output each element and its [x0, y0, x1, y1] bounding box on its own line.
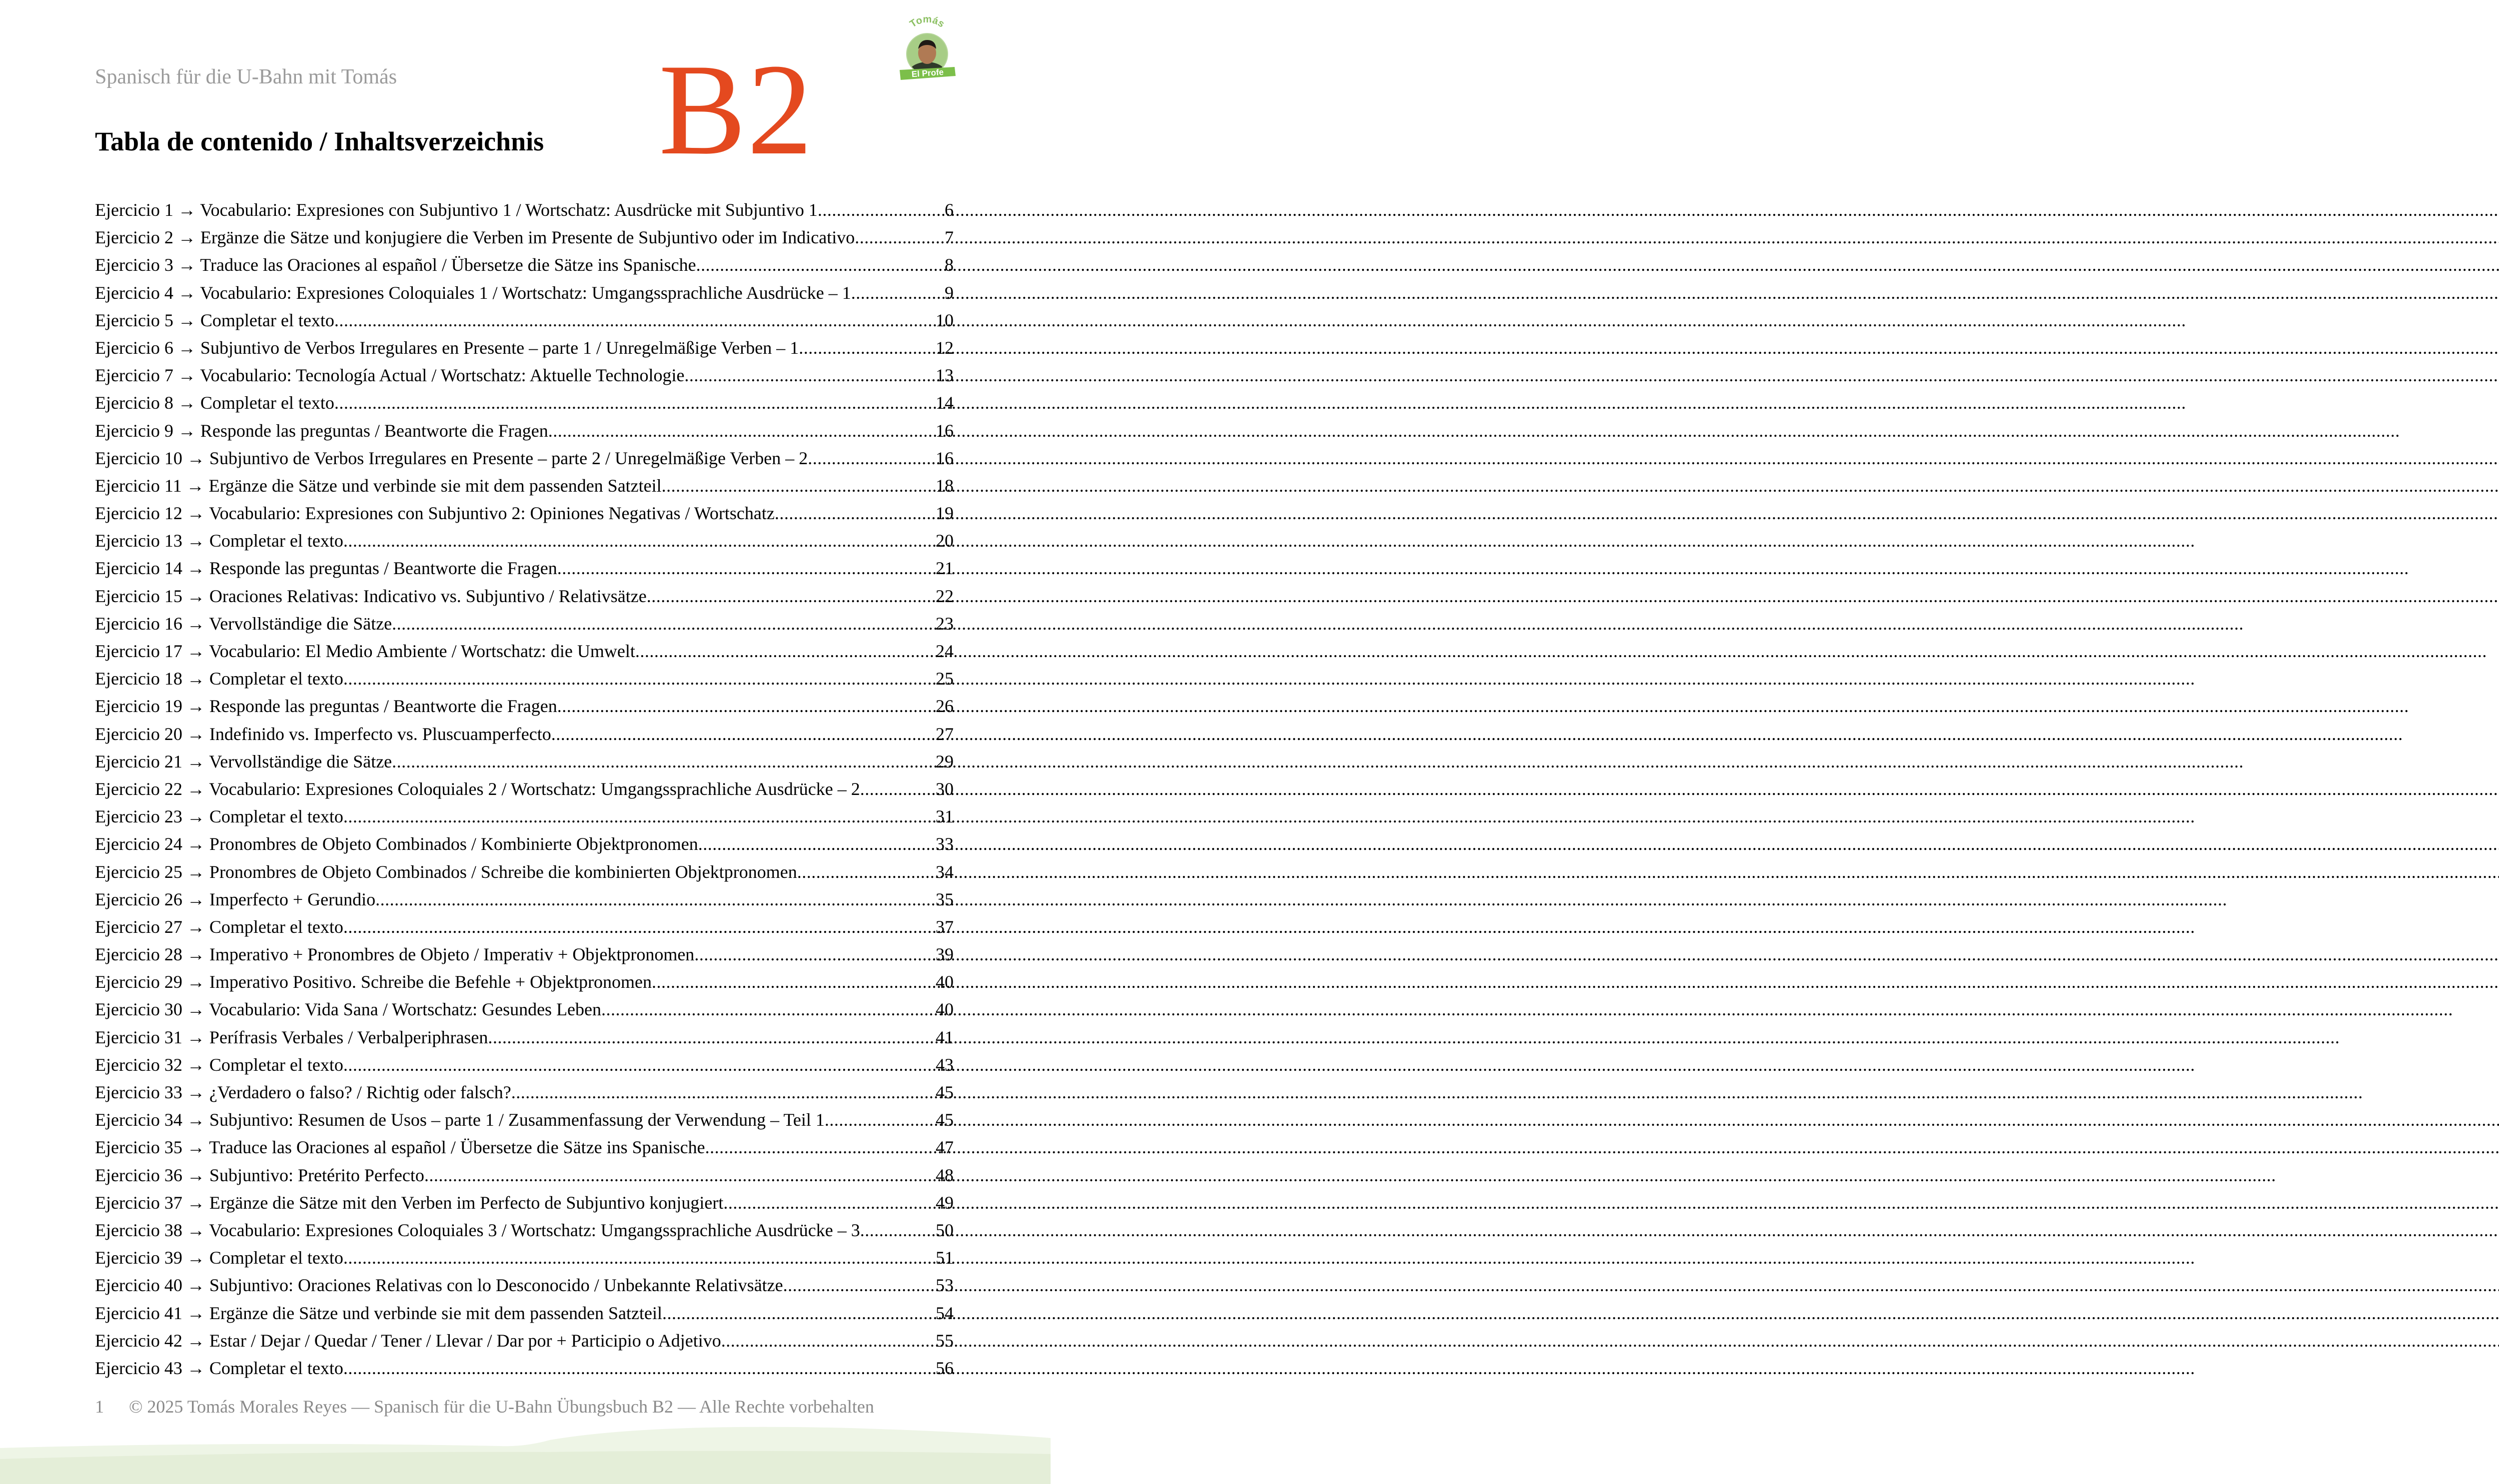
logo-name-text: Tomás	[908, 14, 947, 30]
toc-dot-leader	[488, 1024, 934, 1051]
toc-entry-title: Ejercicio 35 → Traduce las Oraciones al español / Übersetze die Sätze ins Spanische	[95, 1137, 705, 1158]
toc-entry-page: 10	[936, 310, 954, 330]
toc-dot-leader	[797, 858, 934, 886]
toc-entry-page: 35	[936, 889, 954, 909]
toc-entry[interactable]	[95, 527, 954, 555]
toc-entry-title: Ejercicio 2 → Ergänze die Sätze und konjugiere die Verben im Presente de Subjuntivo oder im Indicativo	[95, 227, 855, 248]
toc-entry[interactable]	[95, 1244, 954, 1272]
toc-entry[interactable]	[95, 610, 954, 638]
toc-entry-title: Ejercicio 30 → Vocabulario: Vida Sana / Wortschatz: Gesundes Leben	[95, 999, 602, 1020]
toc-entry-title: Ejercicio 4 → Vocabulario: Expresiones Coloquiales 1 / Wortschatz: Umgangssprachliche Ausdrücke – 1	[95, 282, 851, 303]
toc-entry[interactable]	[95, 334, 954, 362]
toc-entry-title: Ejercicio 19 → Responde las preguntas / Beantworte die Fragen	[95, 696, 557, 717]
toc-entry-title: Ejercicio 6 → Subjuntivo de Verbos Irregulares en Presente – parte 1 / Unregelmäßige Verben – 1	[95, 337, 799, 358]
toc-entry[interactable]	[95, 941, 954, 968]
toc-entry-page: 6	[945, 200, 954, 220]
toc-entry-title: Ejercicio 42 → Estar / Dejar / Quedar / Tener / Llevar / Dar por + Participio o Adjetivo	[95, 1330, 721, 1351]
toc-dot-leader	[723, 1189, 934, 1217]
toc-dot-leader	[557, 693, 934, 720]
footer-page-number: 1	[95, 1397, 104, 1417]
toc-entry-page: 13	[936, 365, 954, 386]
toc-entry-title: Ejercicio 8 → Completar el texto	[95, 393, 334, 413]
toc-entry[interactable]	[95, 1272, 954, 1299]
toc-entry-page: 8	[945, 255, 954, 275]
toc-dot-leader	[551, 721, 934, 748]
toc-entry[interactable]	[95, 500, 954, 527]
toc-heading: Tabla de contenido / Inhaltsverzeichnis	[95, 126, 544, 156]
toc-dot-leader	[343, 665, 934, 693]
toc-entry-page: 50	[936, 1220, 954, 1240]
toc-entry-title: Ejercicio 26 → Imperfecto + Gerundio	[95, 889, 376, 909]
toc-entry[interactable]	[95, 1134, 954, 1161]
toc-entry-title: Ejercicio 12 → Vocabulario: Expresiones con Subjuntivo 2: Opiniones Negativas / Wortschatz	[95, 503, 775, 524]
toc-dot-leader	[343, 1355, 934, 1382]
toc-entry-page: 51	[936, 1248, 954, 1268]
toc-dot-leader	[662, 1300, 934, 1327]
toc-dot-leader	[855, 224, 943, 251]
toc-dot-leader	[696, 251, 943, 279]
toc-dot-leader	[334, 307, 934, 334]
toc-entry-page: 25	[936, 669, 954, 689]
toc-dot-leader	[601, 996, 934, 1023]
toc-entry-page: 40	[936, 972, 954, 992]
toc-dot-leader	[694, 941, 934, 968]
toc-entry-title: Ejercicio 25 → Pronombres de Objeto Combinados / Schreibe die kombinierten Objektpronomen	[95, 861, 797, 882]
toc-entry-page: 16	[936, 420, 954, 441]
toc-entry[interactable]	[95, 775, 954, 803]
toc-entry-title: Ejercicio 16 → Vervollständige die Sätze	[95, 613, 392, 634]
toc-entry-title: Ejercicio 43 → Completar el texto	[95, 1358, 343, 1378]
toc-entry-title: Ejercicio 34 → Subjuntivo: Resumen de Usos – parte 1 / Zusammenfassung der Verwendung – Teil 1	[95, 1110, 825, 1130]
toc-entry[interactable]	[95, 1024, 954, 1051]
toc-entry[interactable]	[95, 224, 954, 251]
toc-entry-title: Ejercicio 5 → Completar el texto	[95, 310, 334, 330]
toc-entry-title: Ejercicio 37 → Ergänze die Sätze mit den Verben im Perfecto de Subjuntivo konjugiert	[95, 1192, 724, 1213]
toc-entry-title: Ejercicio 11 → Ergänze die Sätze und verbinde sie mit dem passenden Satzteil	[95, 475, 662, 496]
toc-dot-leader	[662, 472, 934, 500]
toc-entry[interactable]	[95, 858, 954, 886]
toc-entry[interactable]	[95, 638, 954, 665]
toc-dot-leader	[375, 886, 934, 913]
toc-entry-title: Ejercicio 13 → Completar el texto	[95, 531, 343, 551]
toc-entry-title: Ejercicio 10 → Subjuntivo de Verbos Irregulares en Presente – parte 2 / Unregelmäßige Verben – 2	[95, 448, 808, 468]
toc-dot-leader	[343, 527, 934, 555]
toc-dot-leader	[860, 1217, 934, 1244]
toc-entry-page: 9	[945, 282, 954, 303]
toc-dot-leader	[775, 500, 934, 527]
toc-entry-title: Ejercicio 17 → Vocabulario: El Medio Ambiente / Wortschatz: die Umwelt	[95, 641, 635, 661]
toc-entry-page: 47	[936, 1137, 954, 1158]
toc-entry-title: Ejercicio 23 → Completar el texto	[95, 806, 343, 827]
toc-dot-leader	[392, 610, 934, 638]
author-avatar-icon	[890, 14, 965, 89]
toc-entry-page: 7	[945, 227, 954, 248]
toc-entry[interactable]	[95, 721, 954, 748]
toc-entry-title: Ejercicio 14 → Responde las preguntas / Beantworte die Fragen	[95, 558, 557, 579]
toc-dot-leader	[343, 1244, 934, 1272]
toc-entry-title: Ejercicio 9 → Responde las preguntas / Beantworte die Fragen	[95, 420, 548, 441]
toc-entry[interactable]	[95, 1051, 954, 1079]
toc-dot-leader	[705, 1134, 934, 1161]
toc-entry[interactable]	[95, 362, 954, 389]
toc-dot-leader	[652, 968, 934, 996]
toc-entry[interactable]	[95, 307, 954, 334]
toc-entry-page: 41	[936, 1027, 954, 1047]
toc-entry[interactable]	[95, 555, 954, 582]
toc-entry[interactable]	[95, 279, 954, 307]
toc-entry-page: 33	[936, 834, 954, 854]
toc-entry[interactable]	[95, 1162, 954, 1189]
toc-entry-title: Ejercicio 33 → ¿Verdadero o falso? / Richtig oder falsch?	[95, 1082, 511, 1102]
toc-entry-title: Ejercicio 22 → Vocabulario: Expresiones Coloquiales 2 / Wortschatz: Umgangssprachliche Ausdrücke – 2	[95, 778, 860, 799]
toc-entry[interactable]	[95, 1217, 954, 1244]
toc-entry-page: 21	[936, 558, 954, 579]
toc-entry[interactable]	[95, 583, 954, 610]
toc-dot-leader	[684, 362, 934, 389]
toc-entry[interactable]	[95, 251, 954, 279]
toc-entry-page: 39	[936, 944, 954, 965]
toc-entry[interactable]	[95, 1355, 954, 1382]
toc-entry-title: Ejercicio 7 → Vocabulario: Tecnología Actual / Wortschatz: Aktuelle Technologie	[95, 365, 685, 386]
toc-entry-title: Ejercicio 27 → Completar el texto	[95, 916, 343, 937]
toc-entry[interactable]	[95, 968, 954, 996]
toc-entry-page: 30	[936, 778, 954, 799]
toc-entry-title: Ejercicio 36 → Subjuntivo: Pretérito Perfecto	[95, 1165, 424, 1185]
toc-entry-title: Ejercicio 41 → Ergänze die Sätze und verbinde sie mit dem passenden Satzteil	[95, 1303, 662, 1323]
toc-entry[interactable]	[95, 1106, 954, 1134]
toc-entry[interactable]	[95, 196, 954, 224]
toc-entry-title: Ejercicio 29 → Imperativo Positivo. Schreibe die Befehle + Objektpronomen	[95, 972, 652, 992]
toc-entry-title: Ejercicio 31 → Perífrasis Verbales / Verbalperiphrasen	[95, 1027, 488, 1047]
toc-entry-page: 49	[936, 1192, 954, 1213]
author-logo	[890, 14, 965, 89]
toc-entry-title: Ejercicio 1 → Vocabulario: Expresiones con Subjuntivo 1 / Wortschatz: Ausdrücke mit Subjuntivo 1	[95, 200, 818, 220]
toc-entry-title: Ejercicio 40 → Subjuntivo: Oraciones Relativas con lo Desconocido / Unbekannte Relativsätze	[95, 1275, 783, 1296]
toc-entry-page: 22	[936, 586, 954, 606]
toc-entry-page: 56	[936, 1358, 954, 1378]
toc-dot-leader	[424, 1162, 934, 1189]
toc-dot-leader	[392, 748, 934, 775]
toc-entry-title: Ejercicio 28 → Imperativo + Pronombres de Objeto / Imperativ + Objektpronomen	[95, 944, 695, 965]
toc-entry-title: Ejercicio 15 → Oraciones Relativas: Indicativo vs. Subjuntivo / Relativsätze	[95, 586, 647, 606]
toc-entry[interactable]	[95, 1079, 954, 1106]
toc-entry-page: 55	[936, 1330, 954, 1351]
toc-dot-leader	[825, 1106, 934, 1134]
toc-entry-page: 18	[936, 475, 954, 496]
toc-entry-page: 26	[936, 696, 954, 717]
toc-dot-leader	[808, 445, 934, 472]
toc-entry[interactable]	[95, 445, 954, 472]
toc-entry[interactable]	[95, 665, 954, 693]
toc-entry-page: 45	[936, 1110, 954, 1130]
toc-entry[interactable]	[95, 417, 954, 445]
toc-entry-page: 48	[936, 1165, 954, 1185]
toc-entry-page: 14	[936, 393, 954, 413]
toc-entry-page: 24	[936, 641, 954, 661]
toc-dot-leader	[799, 334, 934, 362]
toc-dot-leader	[851, 279, 943, 307]
toc-entry-page: 16	[936, 448, 954, 468]
toc-dot-leader	[635, 638, 934, 665]
toc-entry-title: Ejercicio 39 → Completar el texto	[95, 1248, 343, 1268]
toc-entry[interactable]	[95, 1189, 954, 1217]
footer-copyright: © 2025 Tomás Morales Reyes — Spanisch für die U-Bahn Übungsbuch B2 — Alle Rechte vorbehalten	[129, 1397, 874, 1417]
series-title: Spanisch für die U-Bahn mit Tomás	[95, 65, 397, 88]
toc-dot-leader	[557, 555, 934, 582]
toc-entry[interactable]	[95, 1327, 954, 1355]
toc-entry-page: 40	[936, 999, 954, 1020]
toc-entry-page: 45	[936, 1082, 954, 1102]
toc-dot-leader	[334, 389, 934, 417]
toc-entry-page: 20	[936, 531, 954, 551]
toc-entry-title: Ejercicio 3 → Traduce las Oraciones al español / Übersetze die Sätze ins Spanische	[95, 255, 696, 275]
toc-entry-title: Ejercicio 18 → Completar el texto	[95, 669, 343, 689]
toc-entry-page: 12	[936, 337, 954, 358]
toc-dot-leader	[818, 196, 943, 224]
toc-entry-page: 23	[936, 613, 954, 634]
toc-entry[interactable]	[95, 803, 954, 830]
logo-banner-text: El Profe	[911, 67, 944, 79]
toc-dot-leader	[343, 1051, 934, 1079]
toc-entry-page: 37	[936, 916, 954, 937]
toc-entry-page: 27	[936, 724, 954, 744]
toc-entry[interactable]	[95, 748, 954, 775]
toc-entry-page: 31	[936, 806, 954, 827]
toc-entry-page: 54	[936, 1303, 954, 1323]
toc-entry[interactable]	[95, 693, 954, 720]
toc-entry[interactable]	[95, 830, 954, 858]
toc-entry-page: 19	[936, 503, 954, 524]
toc-entry-page: 29	[936, 751, 954, 771]
toc-entry-title: Ejercicio 24 → Pronombres de Objeto Combinados / Kombinierte Objektpronomen	[95, 834, 698, 854]
toc-entry[interactable]	[95, 996, 954, 1023]
toc-entry-page: 53	[936, 1275, 954, 1296]
toc-list	[95, 196, 954, 1382]
toc-dot-leader	[511, 1079, 934, 1106]
toc-entry[interactable]	[95, 886, 954, 913]
toc-entry-title: Ejercicio 20 → Indefinido vs. Imperfecto vs. Pluscuamperfecto	[95, 724, 551, 744]
toc-dot-leader	[647, 583, 934, 610]
toc-entry-page: 34	[936, 861, 954, 882]
footer-decoration	[0, 1419, 1051, 1484]
toc-entry-title: Ejercicio 38 → Vocabulario: Expresiones Coloquiales 3 / Wortschatz: Umgangssprachliche Ausdrücke – 3	[95, 1220, 860, 1240]
level-badge: B2	[659, 37, 814, 182]
toc-dot-leader	[548, 417, 934, 445]
toc-dot-leader	[783, 1272, 934, 1299]
toc-entry[interactable]	[95, 1300, 954, 1327]
toc-entry[interactable]	[95, 472, 954, 500]
toc-entry-page: 43	[936, 1054, 954, 1075]
document-page	[0, 0, 1051, 1484]
toc-entry[interactable]	[95, 389, 954, 417]
toc-dot-leader	[860, 775, 934, 803]
toc-entry-title: Ejercicio 21 → Vervollständige die Sätze	[95, 751, 392, 771]
toc-entry-title: Ejercicio 32 → Completar el texto	[95, 1054, 343, 1075]
page-footer	[95, 1394, 874, 1419]
toc-entry[interactable]	[95, 913, 954, 941]
toc-dot-leader	[343, 803, 934, 830]
toc-dot-leader	[721, 1327, 934, 1355]
toc-dot-leader	[698, 830, 934, 858]
toc-dot-leader	[343, 913, 934, 941]
